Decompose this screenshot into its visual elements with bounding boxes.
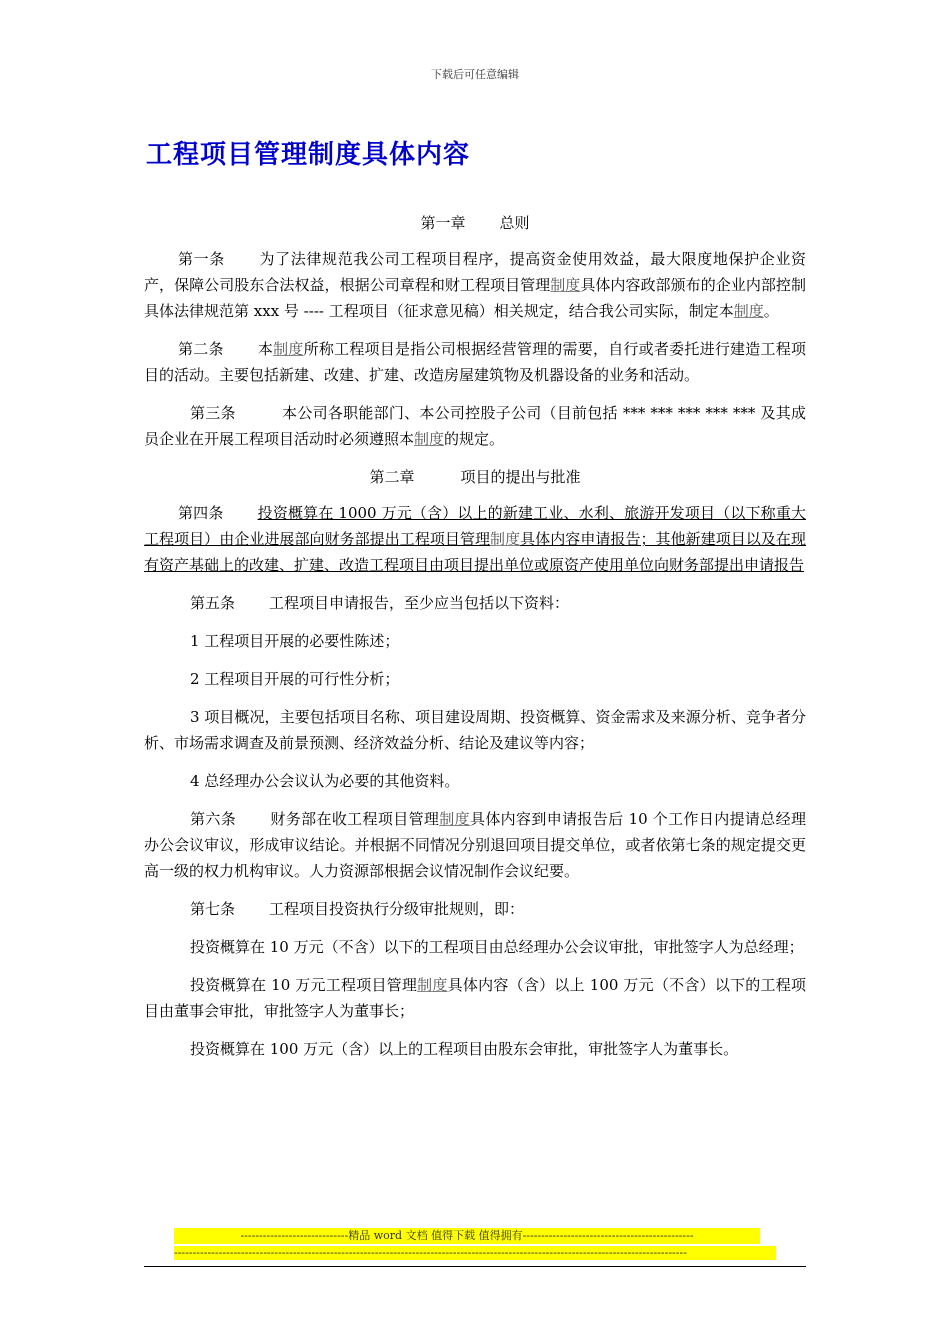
article-text: 为了法律规范我公司工程项目程序，提高资金使用效益，最大限度地保护企业资产，保障公司股东合法权益，根据公司章程和财工程项目管理 <box>144 250 806 294</box>
article-text: 投资概算在 10 万元工程项目管理 <box>190 976 418 994</box>
chapter-number: 第一章 <box>420 214 466 232</box>
article-text: 工程项目投资执行分级审批规则，即： <box>269 900 525 918</box>
article-text: 所称工程项目是指公司根据经营管理的需要，自行或者委托进行建造工程项目的活动。主要包括新建、改建、扩建、改造房屋建筑物及机器设备的业务和活动。 <box>144 340 806 384</box>
article-label: 第五条 <box>190 594 236 612</box>
article-label: 第二条 <box>178 340 224 358</box>
chapter-heading-1 <box>144 210 806 236</box>
article-text: 财务部在收工程项目管理 <box>270 810 440 828</box>
article-text: 工程项目申请报告，至少应当包括以下资料： <box>269 594 570 612</box>
article-text: 具体内容政部颁布的企业内部控制具体法律规范第 xxx 号 ---- 工程项目（征求意见稿）相关规定，结合我公司实际，制定本 <box>144 276 806 320</box>
approval-rule-3: 投资概算在 100 万元（含）以上的工程项目由股东会审批，审批签字人为董事长。 <box>190 1040 739 1058</box>
article-text: 具体内容到申请报告后 10 个工作日内提请总经理办公会议审议，形成审议结论。并根据不同情况分别退回项目提交单位，或者依第七条的规定提交更高一级的权力机构审议。人力资源部根据会议情况制作会议纪要。 <box>144 810 806 880</box>
article-label: 第三条 <box>190 404 236 422</box>
article-1 <box>144 246 806 324</box>
article-label: 第一条 <box>178 250 225 268</box>
document-body <box>144 210 806 1074</box>
article-5 <box>144 590 806 616</box>
article-label: 第六条 <box>190 810 237 828</box>
chapter-name: 项目的提出与批准 <box>460 468 581 486</box>
article-7 <box>144 896 806 922</box>
list-item: 2 工程项目开展的可行性分析； <box>190 670 400 688</box>
list-item: 1 工程项目开展的必要性陈述； <box>190 632 400 650</box>
approval-rule-1: 投资概算在 10 万元（不含）以下的工程项目由总经理办公会议审批，审批签字人为总经理； <box>190 938 804 956</box>
list-item: 4 总经理办公会议认为必要的其他资料。 <box>190 772 460 790</box>
article-text: 的规定。 <box>444 430 505 448</box>
chapter-number: 第二章 <box>369 468 415 486</box>
article-text: 具体内容（含）以上 100 万元（不含）以下的工程项目由董事会审批，审批签字人为董事长； <box>144 976 807 1020</box>
article-text: 具体内容申请报告；其他新建项目以及在现有资产基础上的改建、扩建、改造工程项目由项目提出单位或原资产使用单位向财务部提出申请报告 <box>144 530 806 574</box>
chapter-heading-2 <box>144 464 806 490</box>
hyperlink-zhidu[interactable]: 制度 <box>733 302 764 320</box>
hyperlink-zhidu[interactable]: 制度 <box>550 276 581 294</box>
hyperlink-zhidu[interactable]: 制度 <box>414 430 445 448</box>
footer-rule <box>144 1266 806 1267</box>
document-title: 工程项目管理制度具体内容 <box>146 140 471 170</box>
article-2 <box>144 336 806 388</box>
approval-rule-2 <box>144 972 806 1024</box>
article-6 <box>144 806 806 884</box>
hyperlink-zhidu[interactable]: 制度 <box>439 810 470 828</box>
article-label: 第四条 <box>178 504 224 522</box>
page-footer <box>144 1228 806 1267</box>
article-text: 。 <box>763 302 779 320</box>
hyperlink-zhidu[interactable]: 制度 <box>273 340 304 358</box>
header-note: 下载后可任意编辑 <box>431 68 519 81</box>
hyperlink-zhidu[interactable]: 制度 <box>490 530 521 548</box>
footer-dashes: ------------------------------------------------------------------------------------------------------------------------------------------ <box>174 1246 776 1260</box>
list-item: 3 项目概况，主要包括项目名称、项目建设周期、投资概算、资金需求及来源分析、竞争者分析、市场需求调查及前景预测、经济效益分析、结论及建议等内容； <box>144 708 806 752</box>
article-text: 投资概算在 1000 万元（含）以上的新建工业、水利、旅游开发项目（以下称重大工程项目）由企业进展部向财务部提出工程项目管理 <box>144 504 806 548</box>
footer-banner: -----------------------------精品 word 文档 值得下载 值得拥有---------------------------------------------- <box>174 1228 760 1244</box>
article-4 <box>144 500 806 578</box>
article-label: 第七条 <box>190 900 236 918</box>
article-text: 本 <box>257 340 274 358</box>
article-text: 本公司各职能部门、本公司控股子公司（目前包括 *** *** *** *** *** 及其成员企业在开展工程项目活动时必须遵照本 <box>144 404 806 448</box>
chapter-name: 总则 <box>499 214 530 232</box>
article-3 <box>144 400 806 452</box>
hyperlink-zhidu[interactable]: 制度 <box>417 976 448 994</box>
